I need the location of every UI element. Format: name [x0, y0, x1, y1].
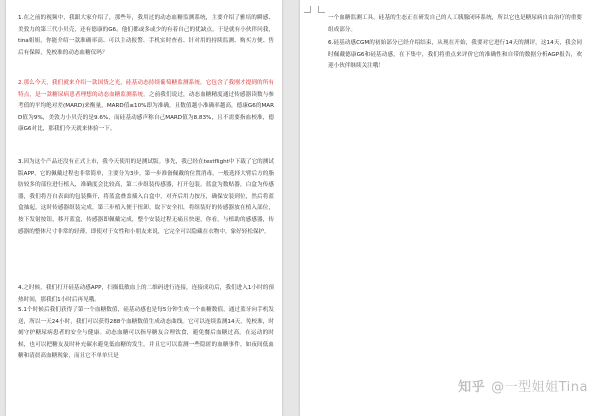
- paragraph-text: 因为这个产品还没有正式上市，我今天使用的是测试版。事先，我已经在testflight中下载了它的测试版APP，它的佩戴过程也非常简单，主要分为3步，第一步准备佩戴的位置消毒，一般选择大臂后方的脂肪较多的部位进行植入，准确度会比较高，第二步组装传感器，打开包装，蓝盒为数贴器，白盒为传感器，我们将吾自表面的包装撕开，将蓝盒叠盖插入白盒中，对齐后用力按压，确保安装到位，然后将蓝盒抽起，这时传感器组装完成，第三步植入便于扭卸。取下安全扣，将组装好的传感器放在植入部位，按下发射按钮，移开蓝盒，传感器即佩戴完成，整个安装过程无痛且快速，你看，与植助的感感器，传感器的整体尺寸非常的轻薄，即使对于女性和小朋友来说，它完全可以隐藏在衣物中，象好轻松保护。: [18, 159, 274, 235]
- paragraph-text: 之时候，我们打开硅基动感APP，扫描低敏血上的二维码进行连接，连接成功后，我们进入1小时的预热时间，那我们1小时后再见哦。: [18, 285, 274, 303]
- paragraph-2: [18, 78, 274, 136]
- zhihu-watermark: [458, 376, 588, 395]
- paragraph-text: 之前我们说过，动态血糖精度通过传感器读数与参考值的平均绝对差(MARD)来衡量，MARD值≤10%即为准确，且数值越小准确率越高，德康G6的MARD值为9%，美敦力小贝壳的是9.6%，而硅基动感声称自己MARD值为8.83%，且不需要指血校准，德康G6对比，那我们今天就来体验一下。: [18, 91, 274, 133]
- paragraph-text: 1个时候后我们获得了第一个血糖数值，硅基动感也是每5分钟生成一个血糖数值，通过蓝牙向手机发送，所以一天24小时，我们可以获得288个血糖数值生成动态曲线。它可以连续监测14天，免校准，时刻守护糖尿病患者的安全与健康。动态血糖可以指导糖友合理饮食，避免餐后血糖过高。在运动的时候，也可以把糖友及时补充碳水避免低血糖的发生。并且它可以监测一些隐匿的血糖事件，如夜间低血糖和清晨高血糖现象，而且它不单单只是: [18, 307, 274, 360]
- watermark-brand: 知乎: [458, 380, 486, 395]
- paragraph-3: [18, 157, 274, 238]
- margin-corner-mark: [304, 6, 311, 13]
- paragraph-5: [18, 305, 274, 363]
- paragraph-1: [18, 13, 274, 59]
- paragraph-number: 4.: [18, 285, 24, 291]
- highlighted-red-text: 那么今天，我们就来介绍一款国货之光，硅基动态持续葡萄糖监测系统，它包含了我刚才提到的所有特点，是一款糖尿病患者理想的动态血糖监测系统。: [18, 80, 274, 98]
- paragraph-number: 2.: [18, 80, 24, 86]
- document-page-right: [300, 0, 600, 416]
- paragraph-4: [18, 283, 274, 306]
- paragraph-text: 在之前的视频中，我跟大家介绍了，那些年，我用过的动态血糖监测系统，主要介绍了雅培的瞬感、美敦力的第三代小贝壳，还有德康的G6，他们都或多或少的有着自己的优缺点。于是就有小伙伴问我，tina姐姐，你能介绍一款准确率高、可以主动报警、手机实时查看、针对用的持续监测、购买方便、售后有保障，免校准的动态血糖仪吗？: [18, 15, 274, 56]
- paragraph-6: [328, 38, 582, 73]
- paragraph-number: 3.: [18, 159, 24, 165]
- paragraph-number: 1.: [18, 15, 24, 21]
- paragraph-number: 5.: [18, 307, 24, 313]
- paragraph-text: 硅基动感CGM的初始部分已经介绍结束，从现在开始，我要对它进行14天的测评，这14天，我会同时佩戴德康G6和硅基动感，在下集中，我们将重点来评价它的准确性和自带的数据分析AGP报告，欢迎小伙伴继续关注哦！: [328, 40, 582, 70]
- paragraph-text: 一个血糖监测工具，硅基的生态正在研发自己的人工胰腺闭环系统，所以它也是糖尿病自由治疗的重要组成部分。: [328, 15, 582, 33]
- watermark-author: @一型姐姐Tina: [491, 380, 588, 395]
- margin-corner-mark: [318, 6, 325, 13]
- document-page-left: [6, 0, 282, 416]
- paragraph-number: 6.: [328, 40, 334, 46]
- paragraph-continued: [328, 13, 582, 36]
